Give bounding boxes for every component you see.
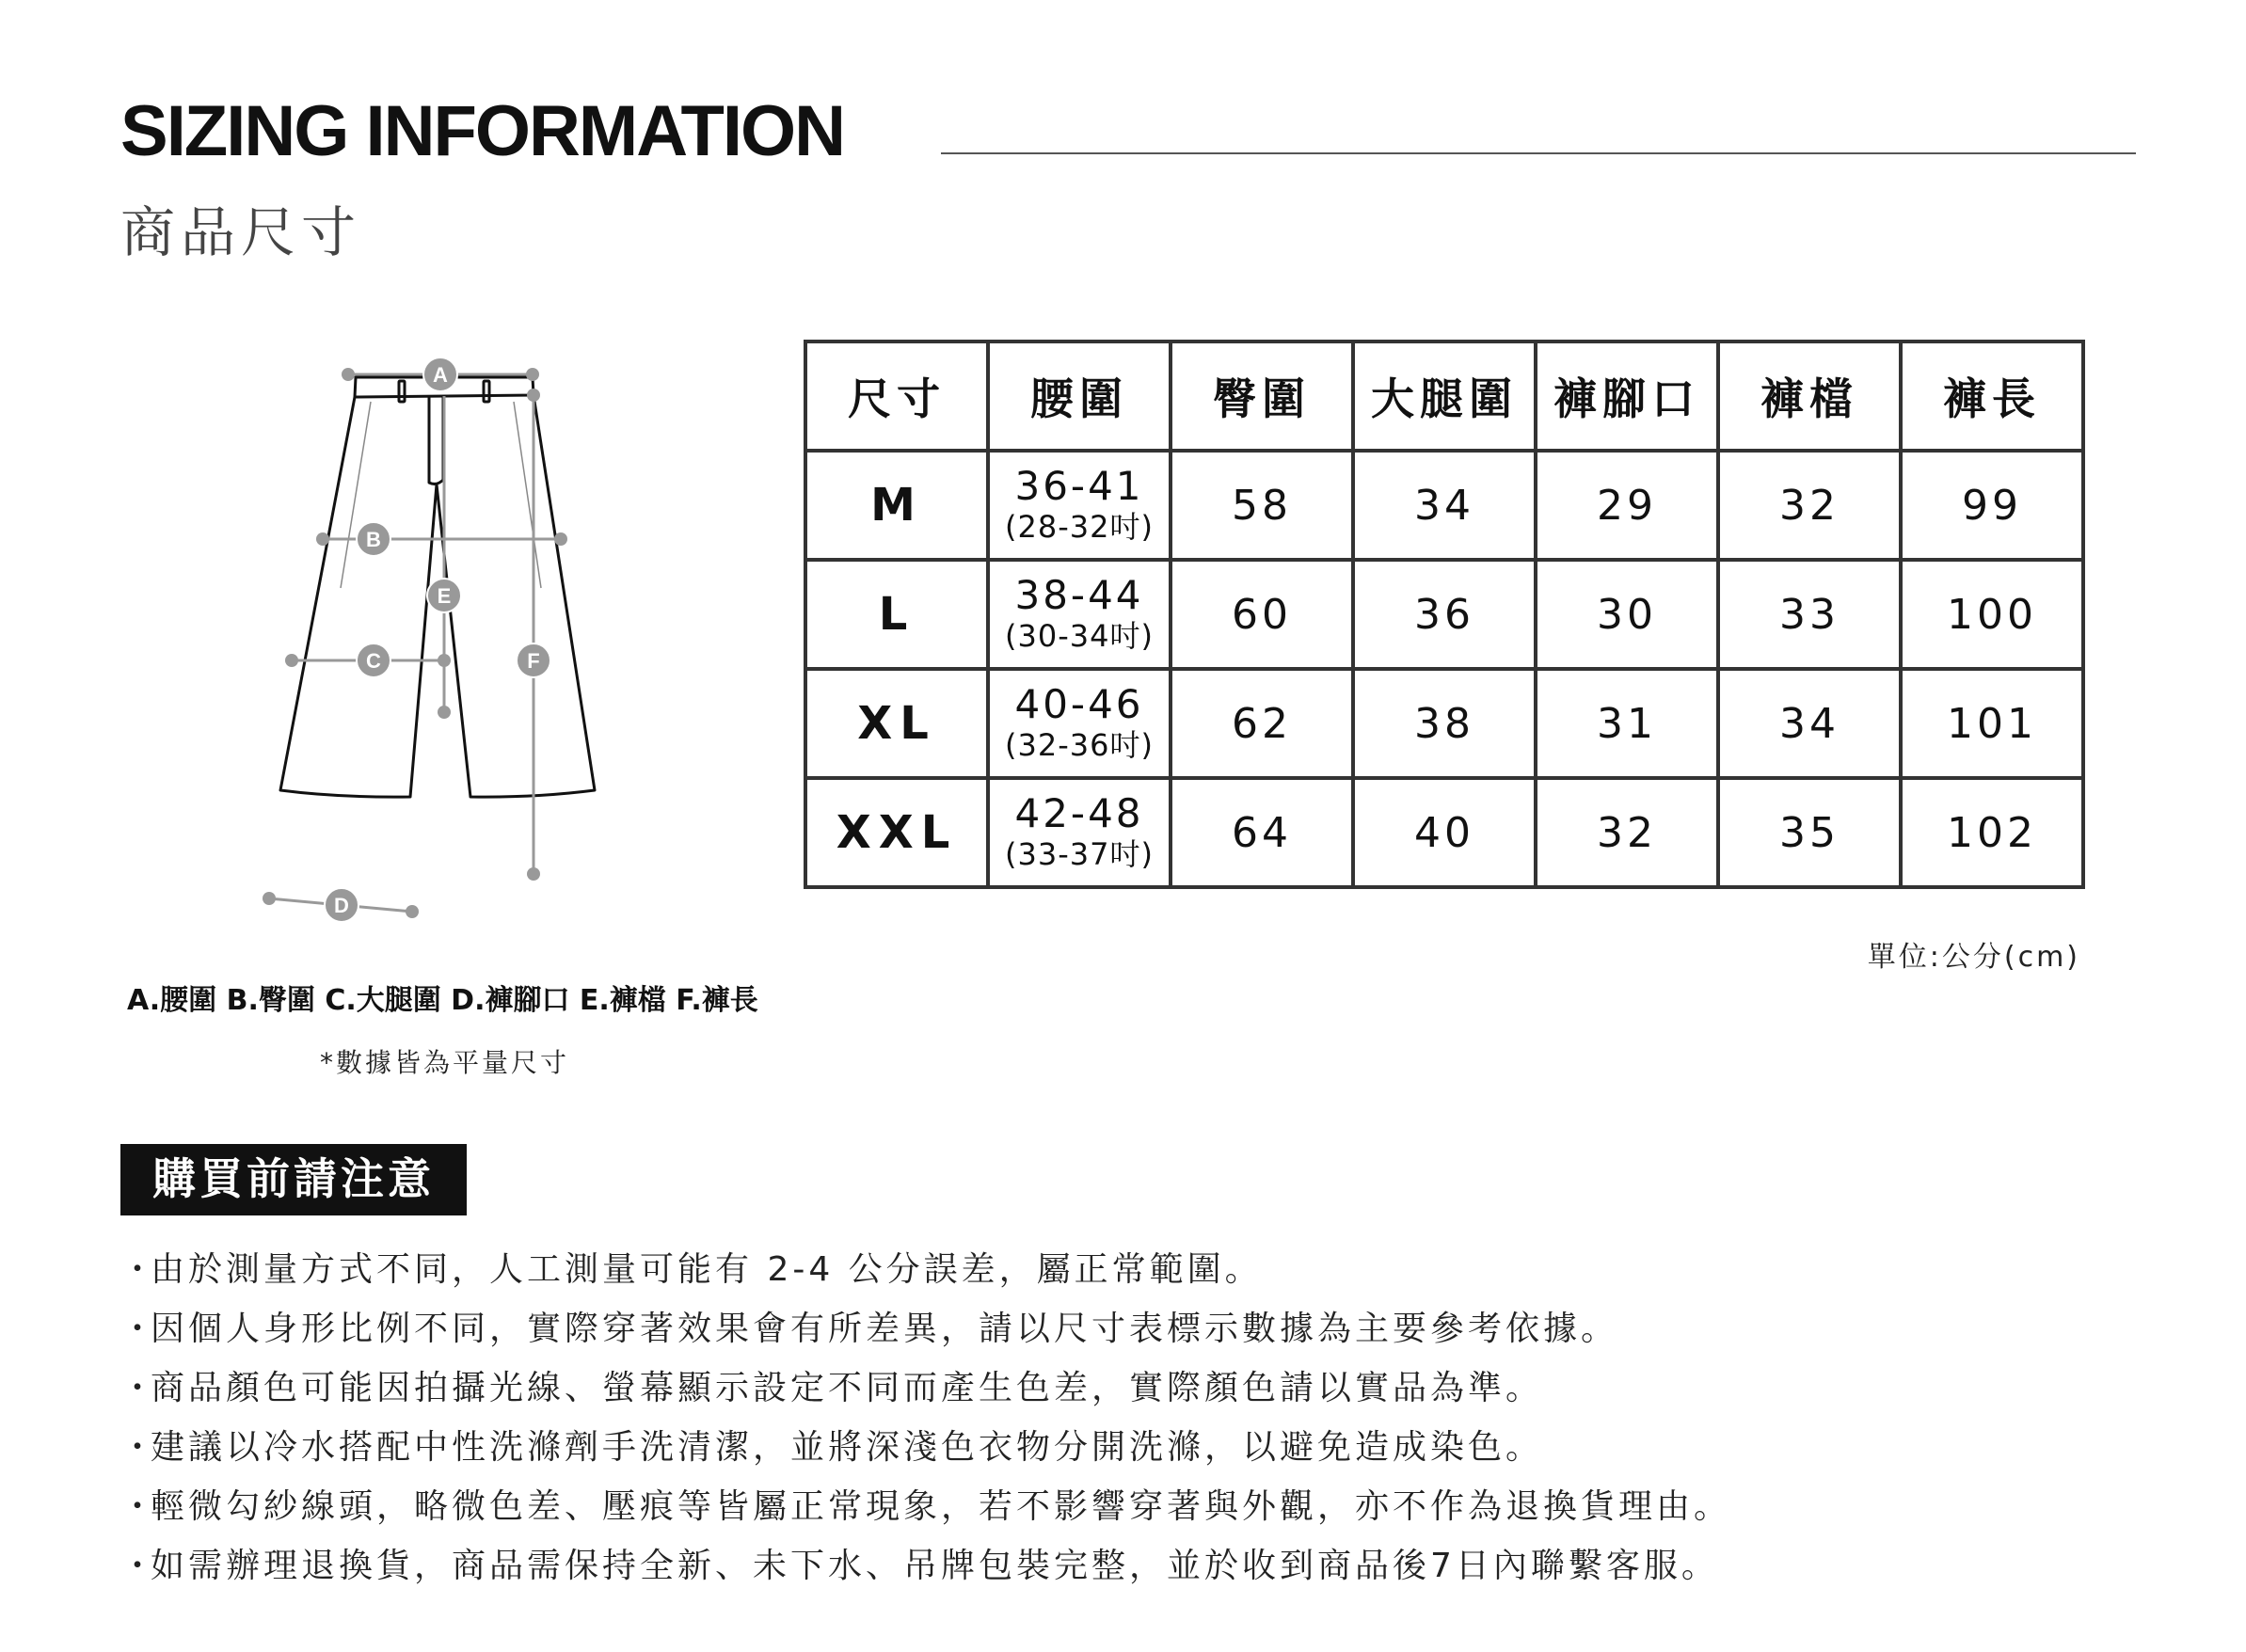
waist-inch: (32-36吋): [1005, 727, 1154, 763]
hip-cell: 60: [1171, 560, 1353, 669]
hem-cell: 29: [1536, 451, 1718, 560]
pleat-right: [514, 402, 541, 588]
list-item: [120, 1358, 2143, 1418]
title-divider: [941, 152, 2136, 154]
size-cell: M: [805, 451, 988, 560]
waist-cm: 42-48: [1014, 790, 1144, 836]
bullet-icon: ・: [120, 1310, 159, 1348]
waist-cm: 36-41: [1014, 463, 1144, 509]
thigh-cell: 38: [1353, 669, 1536, 778]
notice-text: 輕微勾紗線頭，略微色差、壓痕等皆屬正常現象，若不影響穿著與外觀，亦不作為退換貨理由。: [151, 1487, 1732, 1526]
marker-c-label: C: [366, 649, 381, 673]
hip-cell: 64: [1171, 778, 1353, 887]
notice-text: 商品顏色可能因拍攝光線、螢幕顯示設定不同而產生色差，實際顏色請以實品為準。: [151, 1369, 1544, 1407]
header-length: 褲長: [1901, 342, 2083, 451]
waist-inch: (33-37吋): [1005, 836, 1154, 872]
table-row: [805, 451, 2083, 560]
hip-cell: 62: [1171, 669, 1353, 778]
waist-cm: 38-44: [1014, 572, 1144, 618]
page-title: SIZING INFORMATION: [120, 91, 844, 171]
belt-loop-right: [484, 381, 489, 402]
measure-markers: [325, 357, 550, 922]
marker-c: [357, 643, 390, 677]
marker-a-label: A: [433, 363, 448, 387]
hem-cell: 31: [1536, 669, 1718, 778]
table-row: [805, 669, 2083, 778]
flat-measure-note: *數據皆為平量尺寸: [320, 1047, 570, 1078]
marker-b: [357, 522, 390, 556]
header-hip: 臀圍: [1171, 342, 1353, 451]
header-size: 尺寸: [805, 342, 988, 451]
waist-cell: [988, 778, 1171, 887]
pants-diagram: [254, 343, 612, 927]
hem-cell: 30: [1536, 560, 1718, 669]
waist-cm: 40-46: [1014, 681, 1144, 727]
size-cell: XXL: [805, 778, 988, 887]
notice-list: [120, 1240, 2143, 1596]
table-row: [805, 560, 2083, 669]
marker-e: [427, 579, 461, 612]
list-item: [120, 1477, 2143, 1536]
size-cell: XL: [805, 669, 988, 778]
notice-text: 由於測量方式不同，人工測量可能有 2-4 公分誤差，屬正常範圍。: [151, 1250, 1263, 1289]
list-item: [120, 1536, 2143, 1596]
notice-text: 如需辦理退換貨，商品需保持全新、未下水、吊牌包裝完整，並於收到商品後7日內聯繫客服。: [151, 1547, 1719, 1585]
marker-b-label: B: [366, 528, 381, 551]
waist-cell: [988, 560, 1171, 669]
rise-cell: 33: [1718, 560, 1901, 669]
hem-cell: 32: [1536, 778, 1718, 887]
waist-cell: [988, 669, 1171, 778]
notice-heading: 購買前請注意: [120, 1144, 467, 1215]
table-header-row: [805, 342, 2083, 451]
notice-text: 因個人身形比例不同，實際穿著效果會有所差異，請以尺寸表標示數據為主要參考依據。: [151, 1310, 1619, 1348]
marker-d-label: D: [334, 894, 349, 917]
marker-a: [423, 357, 457, 391]
length-cell: 99: [1901, 451, 2083, 560]
waist-cell: [988, 451, 1171, 560]
rise-cell: 34: [1718, 669, 1901, 778]
diagram-legend: A.腰圍 B.臀圍 C.大腿圍 D.褲腳口 E.褲檔 F.褲長: [127, 984, 758, 1017]
notice-text: 建議以冷水搭配中性洗滌劑手洗清潔，並將深淺色衣物分開洗滌，以避免造成染色。: [151, 1428, 1544, 1467]
bullet-icon: ・: [120, 1369, 159, 1407]
length-cell: 100: [1901, 560, 2083, 669]
thigh-cell: 34: [1353, 451, 1536, 560]
pleat-left: [341, 402, 371, 588]
bullet-icon: ・: [120, 1547, 159, 1585]
measure-lines: [269, 374, 561, 912]
header-hem: 褲腳口: [1536, 342, 1718, 451]
length-cell: 101: [1901, 669, 2083, 778]
bullet-icon: ・: [120, 1428, 159, 1467]
marker-d: [325, 888, 358, 922]
bullet-icon: ・: [120, 1487, 159, 1526]
marker-f-label: F: [527, 649, 540, 673]
list-item: [120, 1418, 2143, 1477]
fly-placket: [429, 397, 443, 484]
length-cell: 102: [1901, 778, 2083, 887]
unit-note: 單位:公分(cm): [1867, 941, 2080, 974]
hip-cell: 58: [1171, 451, 1353, 560]
thigh-cell: 36: [1353, 560, 1536, 669]
page-subtitle: 商品尺寸: [120, 200, 362, 264]
marker-e-label: E: [437, 584, 452, 608]
thigh-cell: 40: [1353, 778, 1536, 887]
header-rise: 褲檔: [1718, 342, 1901, 451]
size-chart-table: [804, 340, 2085, 889]
list-item: [120, 1299, 2143, 1358]
header-waist: 腰圍: [988, 342, 1171, 451]
waist-inch: (28-32吋): [1005, 509, 1154, 545]
rise-cell: 35: [1718, 778, 1901, 887]
table-row: [805, 778, 2083, 887]
waist-inch: (30-34吋): [1005, 618, 1154, 654]
marker-f: [517, 643, 550, 677]
bullet-icon: ・: [120, 1250, 159, 1289]
belt-loop-left: [399, 381, 405, 402]
list-item: [120, 1240, 2143, 1299]
size-cell: L: [805, 560, 988, 669]
header-thigh: 大腿圍: [1353, 342, 1536, 451]
rise-cell: 32: [1718, 451, 1901, 560]
